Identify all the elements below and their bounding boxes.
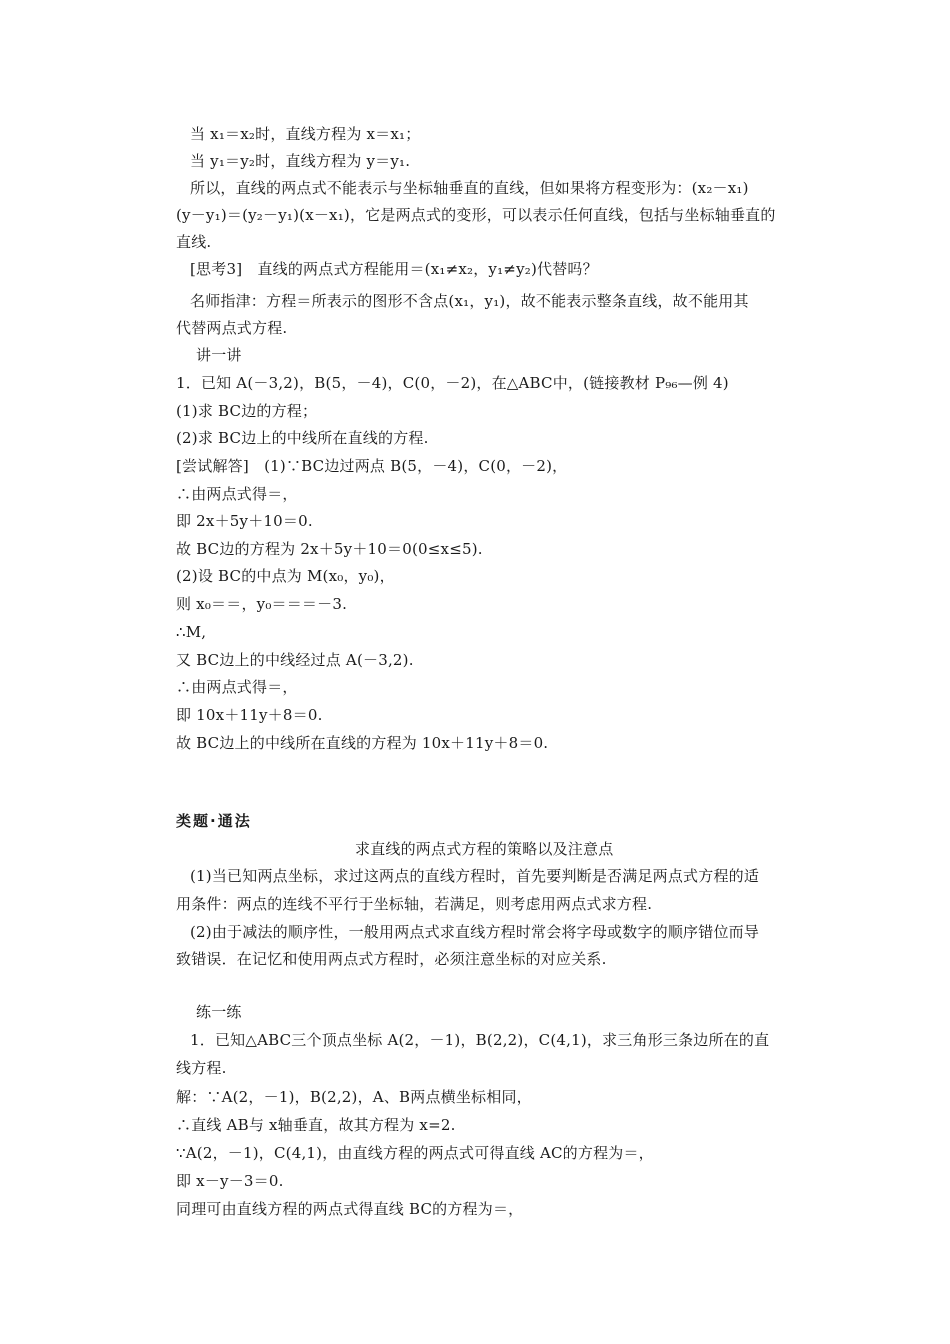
text-line: (1)求 BC边的方程； bbox=[176, 402, 318, 420]
section-label: 讲一讲 bbox=[196, 346, 242, 364]
text-line: ∴M, bbox=[176, 623, 207, 641]
section-subtitle: 求直线的两点式方程的策略以及注意点 bbox=[355, 840, 614, 858]
text-line: [尝试解答] (1)∵BC边过两点 B(5，－4)，C(0，－2)， bbox=[176, 457, 568, 475]
text-line: 则 x₀＝＝，y₀＝＝＝－3. bbox=[176, 595, 348, 613]
text-line: 又 BC边上的中线经过点 A(－3,2). bbox=[176, 651, 414, 669]
text-line: (y－y₁)＝(y₂－y₁)(x－x₁)，它是两点式的变形，可以表示任何直线，包括与坐标轴垂直的 bbox=[176, 206, 776, 224]
text-line: 当 x₁＝x₂时，直线方程为 x＝x₁； bbox=[190, 125, 421, 143]
section-heading: 类题·通法 bbox=[176, 812, 252, 830]
text-line: (2)求 BC边上的中线所在直线的方程. bbox=[176, 429, 429, 447]
text-line: (2)由于减法的顺序性，一般用两点式求直线方程时常会将字母或数字的顺序错位而导 bbox=[190, 923, 760, 941]
text-line: 当 y₁＝y₂时，直线方程为 y＝y₁. bbox=[190, 152, 411, 170]
text-line: 同理可由直线方程的两点式得直线 BC的方程为＝， bbox=[176, 1200, 524, 1218]
text-line: ∴直线 AB与 x轴垂直，故其方程为 x=2. bbox=[176, 1116, 456, 1134]
text-line: 即 10x＋11y＋8＝0. bbox=[176, 706, 323, 724]
text-line: 故 BC边的方程为 2x＋5y＋10＝0(0≤x≤5). bbox=[176, 540, 483, 558]
section-label: 练一练 bbox=[196, 1003, 242, 1021]
text-line: 故 BC边上的中线所在直线的方程为 10x＋11y＋8＝0. bbox=[176, 734, 549, 752]
think-question: [思考3] 直线的两点式方程能用＝(x₁≠x₂，y₁≠y₂)代替吗？ bbox=[190, 260, 598, 278]
text-line: 用条件：两点的连线不平行于坐标轴，若满足，则考虑用两点式求方程. bbox=[176, 895, 653, 913]
practice-question: 1．已知△ABC三个顶点坐标 A(2，－1)，B(2,2)，C(4,1)，求三角形三条边所在的直 bbox=[190, 1031, 770, 1049]
text-line: (1)当已知两点坐标，求过这两点的直线方程时，首先要判断是否满足两点式方程的适 bbox=[190, 867, 760, 885]
text-line: 所以，直线的两点式不能表示与坐标轴垂直的直线，但如果将方程变形为：(x₂－x₁) bbox=[190, 179, 749, 197]
text-line: 即 x－y－3＝0. bbox=[176, 1172, 284, 1190]
text-line: 直线. bbox=[176, 233, 212, 251]
text-line: ∵A(2，－1)，C(4,1)，由直线方程的两点式可得直线 AC的方程为＝， bbox=[176, 1144, 654, 1162]
text-line: 解：∵A(2，－1)，B(2,2)，A、B两点横坐标相同， bbox=[176, 1088, 532, 1106]
text-line: 名师指津：方程＝所表示的图形不含点(x₁，y₁)，故不能表示整条直线，故不能用其 bbox=[190, 292, 749, 310]
text-line: 代替两点式方程. bbox=[176, 319, 288, 337]
text-line: 即 2x＋5y＋10＝0. bbox=[176, 512, 313, 530]
text-line: ∴由两点式得＝， bbox=[176, 678, 298, 696]
text-line: 致错误．在记忆和使用两点式方程时，必须注意坐标的对应关系. bbox=[176, 950, 607, 968]
text-line: (2)设 BC的中点为 M(x₀，y₀)， bbox=[176, 567, 395, 585]
text-line: ∴由两点式得＝， bbox=[176, 485, 298, 503]
text-line: 线方程. bbox=[176, 1059, 227, 1077]
example-question: 1．已知 A(－3,2)，B(5，－4)，C(0，－2)，在△ABC中，(链接教材 P₉₆—例 4) bbox=[176, 374, 729, 392]
